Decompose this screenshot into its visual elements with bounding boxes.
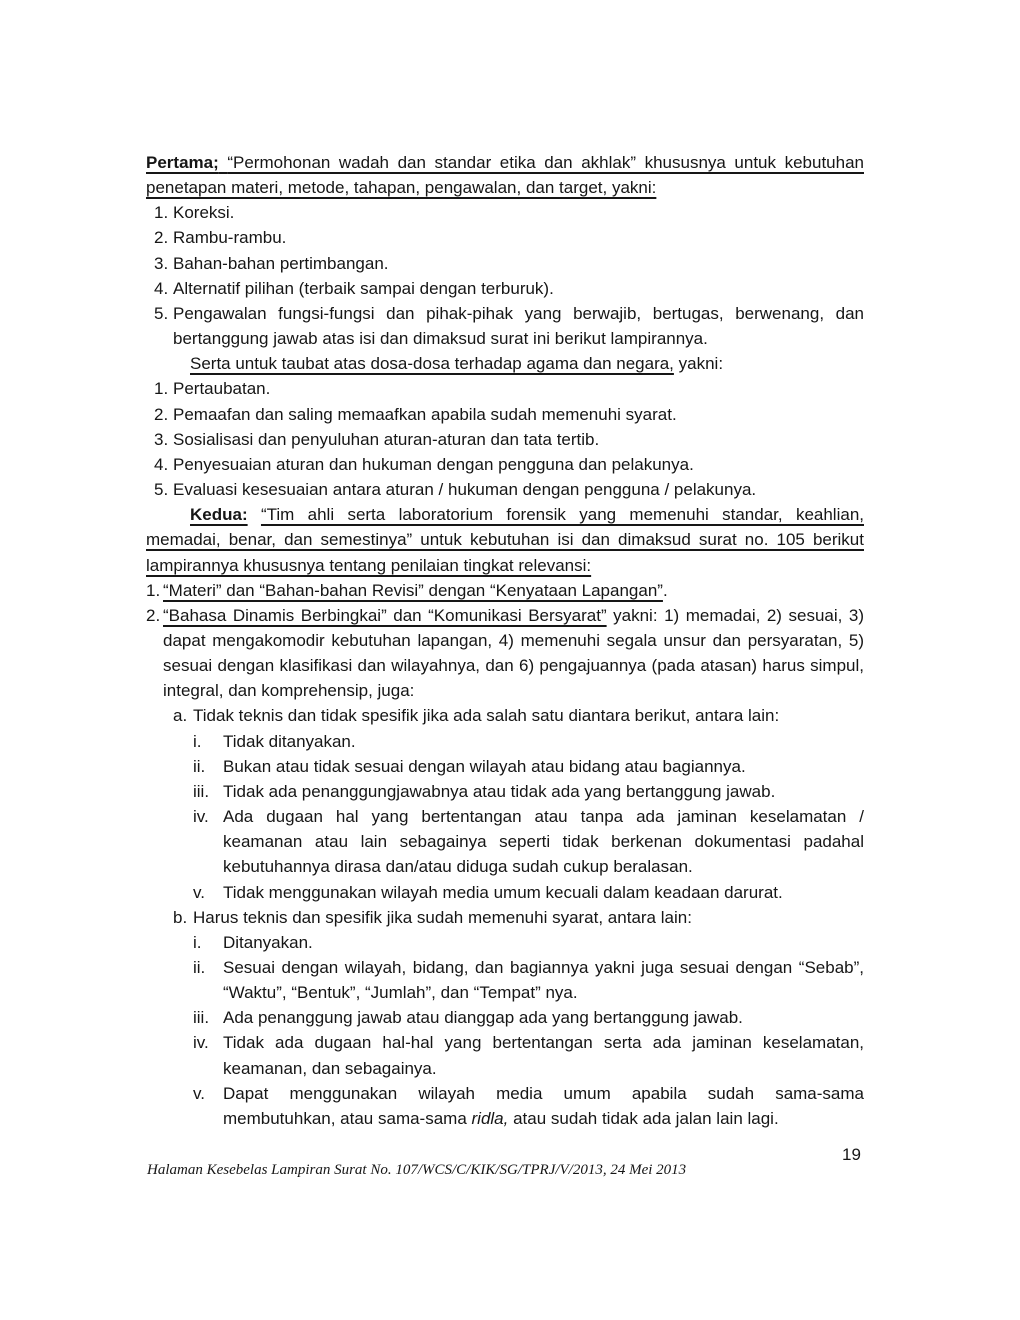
list-marker: v.: [193, 1083, 205, 1103]
list-pertama: [146, 200, 864, 351]
list-marker: iii.: [193, 1008, 210, 1028]
list-item: 2. Pemaafan dan saling memaafkan apabila sudah memenuhi syarat.: [146, 402, 864, 427]
list-marker: 1.: [154, 203, 169, 223]
list-item: 3. Sosialisasi dan penyuluhan aturan-aturan dan tata tertib.: [146, 427, 864, 452]
roman-item: ii. Sesuai dengan wilayah, bidang, dan bagiannya yakni juga sesuai dengan “Sebab”, “Waktu”, “Bentuk”, “Jumlah”, dan “Tempat” nya.: [193, 955, 864, 1005]
list-marker: 3.: [154, 253, 169, 273]
list-marker: iii.: [193, 781, 210, 801]
list-marker: 3.: [154, 429, 169, 449]
list-marker: 1.: [154, 379, 169, 399]
list-item: 1. Pertaubatan.: [146, 376, 864, 401]
footer-note: Halaman Kesebelas Lampiran Surat No. 107/WCS/C/KIK/SG/TPRJ/V/2013, 24 Mei 2013: [147, 1162, 687, 1178]
list-item-bahasa: 2. “Bahasa Dinamis Berbingkai” dan “Komunikasi Bersyarat” yakni: 1) memadai, 2) sesuai, 3) dapat mengakomodir kebutuhan lapangan, 4) memenuhi segala unsur dan persyaratan, 5) sesuai dengan klasifikasi dan wilayahnya, dan 6) pengajuannya (pada atasan) harus simpul, integral, dan komprehensip, juga: a. Tidak teknis dan tidak spesifik jika ada salah satu diantara berikut, antara lain: i. Tidak ditanyakan. ii. Bukan atau tidak sesuai dengan wilayah atau bidang atau bagiannya. iii. Tidak ada penanggungjawabnya atau tidak ada yang bertanggung jawab. iv. Ada dugaan hal yang bertentangan atau tanpa ada jaminan keselamatan / keamanan atau lain sebagainya seperti tidak berkenan dokumentasi padahal kebutuhannya dirasa dan/atau diduga sudah cukup beralasan. v. Tidak menggunakan wilayah media umum kecuali dalam keadaan darurat. b. Harus teknis dan spesifik jika sudah memenuhi syarat, antara lain: i. Ditanyakan. ii. Sesuai dengan wilayah, bidang, dan bagiannya yakni juga sesuai dengan “Sebab”, “Waktu”, “Bentuk”, “Jumlah”, dan “Tempat” nya. iii. Ada penanggung jawab atau dianggap ada yang bertanggung jawab. iv. Tidak ada dugaan hal-hal yang bertentangan serta ada jaminan keselamatan, keamanan, dan sebagainya. v. Dapat menggunakan wilayah media umum apabila sudah sama-sama membutuhkan, atau sama-sama ridla, atau sudah tidak ada jalan lain lagi.: [146, 603, 864, 1131]
sub-item-b: b. Harus teknis dan spesifik jika sudah memenuhi syarat, antara lain: i. Ditanyakan. ii. Sesuai dengan wilayah, bidang, dan bagiannya yakni juga sesuai dengan “Sebab”, “Waktu”, “Bentuk”, “Jumlah”, dan “Tempat” nya. iii. Ada penanggung jawab atau dianggap ada yang bertanggung jawab. iv. Tidak ada dugaan hal-hal yang bertentangan serta ada jaminan keselamatan, keamanan, dan sebagainya. v. Dapat menggunakan wilayah media umum apabila sudah sama-sama membutuhkan, atau sama-sama ridla, atau sudah tidak ada jalan lain lagi.: [163, 905, 864, 1131]
list-item: 1. Koreksi.: [146, 200, 864, 225]
list-marker: ii.: [193, 958, 206, 977]
list-item: 4. Penyesuaian aturan dan hukuman dengan pengguna dan pelakunya.: [146, 452, 864, 477]
list-item: 4. Alternatif pilihan (terbaik sampai dengan terburuk).: [146, 276, 864, 301]
roman-item: v. Tidak menggunakan wilayah media umum kecuali dalam keadaan darurat.: [193, 880, 864, 905]
list-item: 5. Evaluasi kesesuaian antara aturan / hukuman dengan pengguna / pelakunya.: [146, 477, 864, 502]
sub-item-a: a. Tidak teknis dan tidak spesifik jika ada salah satu diantara berikut, antara lain: i. Tidak ditanyakan. ii. Bukan atau tidak sesuai dengan wilayah atau bidang atau bagiannya. iii. Tidak ada penanggungjawabnya atau tidak ada yang bertanggung jawab. iv. Ada dugaan hal yang bertentangan atau tanpa ada jaminan keselamatan / keamanan atau lain sebagainya seperti tidak berkenan dokumentasi padahal kebutuhannya dirasa dan/atau diduga sudah cukup beralasan. v. Tidak menggunakan wilayah media umum kecuali dalam keadaan darurat.: [163, 703, 864, 904]
list-taubat: [146, 376, 864, 502]
list-marker: a.: [173, 706, 188, 726]
roman-item: i. Ditanyakan.: [193, 930, 864, 955]
roman-item: iii. Ada penanggung jawab atau dianggap ada yang bertanggung jawab.: [193, 1005, 864, 1030]
serta-rest: yakni:: [678, 354, 724, 374]
list-marker: 5.: [154, 303, 169, 323]
list-marker: i.: [193, 731, 202, 751]
roman-item: iv. Ada dugaan hal yang bertentangan atau tanpa ada jaminan keselamatan / keamanan atau lain sebagainya seperti tidak berkenan dokumentasi padahal kebutuhannya dirasa dan/atau diduga sudah cukup beralasan.: [193, 804, 864, 879]
list-marker: iv.: [193, 1033, 209, 1053]
roman-item: i. Tidak ditanyakan.: [193, 729, 864, 754]
list-marker: 2.: [146, 605, 161, 625]
list-item: 2. Rambu-rambu.: [146, 225, 864, 250]
list-marker: 1.: [146, 580, 161, 600]
page-number: 19: [842, 1145, 861, 1164]
roman-item: iii. Tidak ada penanggungjawabnya atau tidak ada yang bertanggung jawab.: [193, 779, 864, 804]
list-marker: ii.: [193, 756, 206, 776]
list-marker: 4.: [154, 454, 169, 474]
pertama-heading: Pertama;: [146, 153, 219, 172]
serta-underline: Serta untuk taubat atas dosa-dosa terhadap agama dan negara,: [190, 354, 674, 374]
roman-item-ridla: v. Dapat menggunakan wilayah media umum apabila sudah sama-sama membutuhkan, atau sama-sama ridla, atau sudah tidak ada jalan lain lagi.: [193, 1081, 864, 1131]
list-marker: iv.: [193, 807, 209, 827]
pertama-quote: “Permohonan wadah dan standar etika dan akhlak” khususnya untuk kebutuhan penetapan materi, metode, tahapan, pengawalan, dan target, yakni:: [146, 153, 864, 198]
kedua-heading: Kedua:: [190, 505, 248, 525]
kedua-quote: “Tim ahli serta laboratorium forensik yang memenuhi standar, keahlian, memadai, benar, dan semestinya” untuk kebutuhan isi dan dimaksud surat no. 105 berikut lampirannya khususnya tentang penilaian tingkat relevansi:: [146, 505, 864, 575]
list-marker: b.: [173, 907, 188, 927]
para-pertama: [146, 150, 864, 200]
list-marker: 2.: [154, 228, 169, 248]
para-serta: [146, 351, 864, 376]
italic-term: ridla,: [471, 1108, 509, 1128]
roman-item: ii. Bukan atau tidak sesuai dengan wilayah atau bidang atau bagiannya.: [193, 754, 864, 779]
list-marker: 4.: [154, 278, 169, 298]
list-item-materi: 1. “Materi” dan “Bahan-bahan Revisi” dengan “Kenyataan Lapangan”.: [146, 578, 864, 603]
list-marker: 2.: [154, 404, 169, 424]
list-kedua: [146, 578, 864, 1131]
roman-item: iv. Tidak ada dugaan hal-hal yang bertentangan serta ada jaminan keselamatan, keamanan, dan sebagainya.: [193, 1030, 864, 1080]
list-marker: i.: [193, 932, 202, 952]
list-marker: 5.: [154, 480, 169, 500]
list-marker: v.: [193, 882, 205, 902]
para-kedua: [146, 502, 864, 577]
list-item: 5. Pengawalan fungsi-fungsi dan pihak-pihak yang berwajib, bertugas, berwenang, dan bertanggung jawab atas isi dan dimaksud surat ini berikut lampirannya.: [146, 301, 864, 351]
list-item: 3. Bahan-bahan pertimbangan.: [146, 251, 864, 276]
